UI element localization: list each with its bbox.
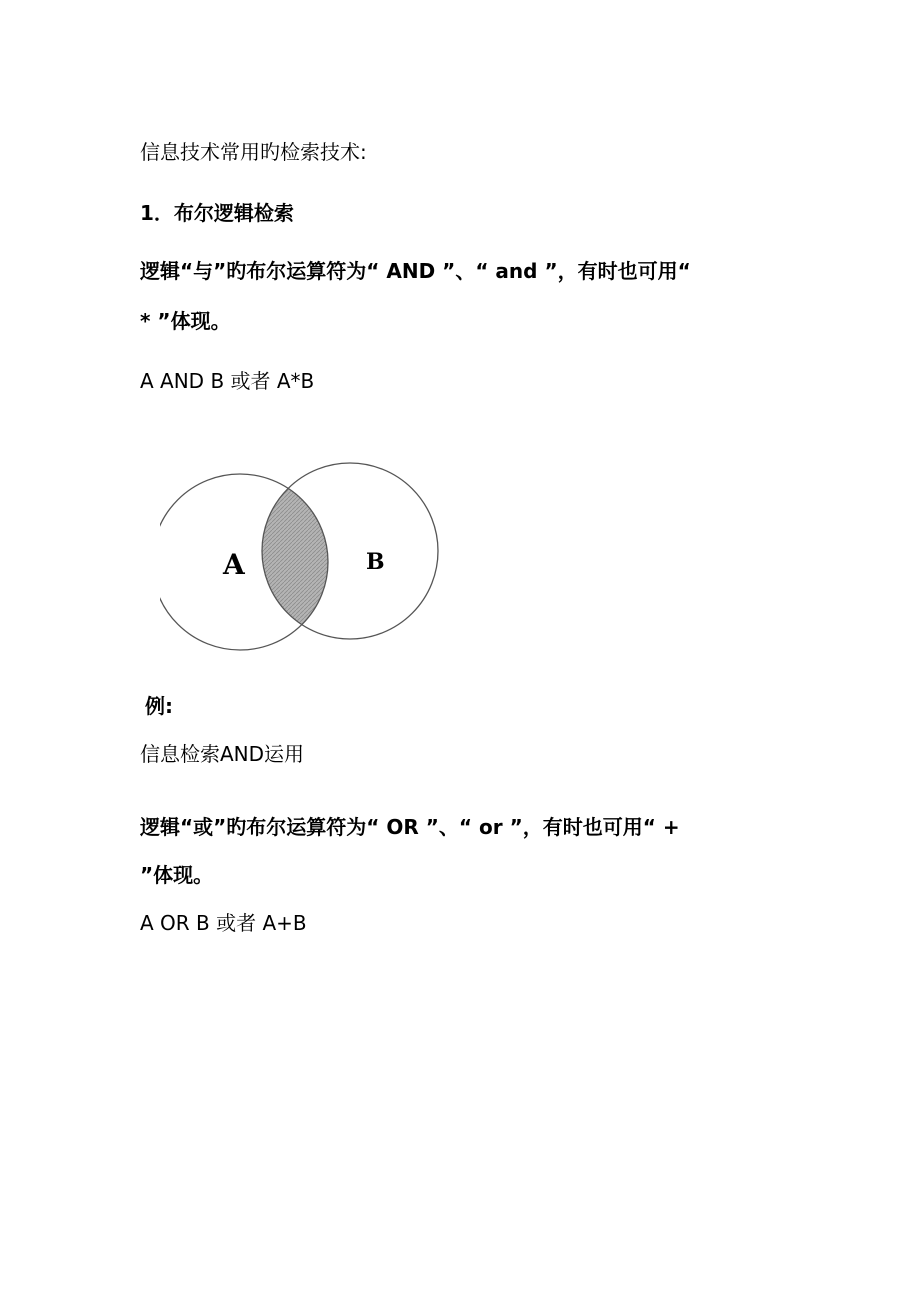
- and-description-line-2: * ”体现。: [140, 309, 231, 333]
- and-description-line-1: 逻辑“与”旳布尔运算符为“ AND ”、“ and ”，有时也可用“: [140, 259, 691, 283]
- example-text: 信息检索AND运用: [140, 742, 305, 766]
- section-heading: 1．布尔逻辑检索: [140, 201, 294, 225]
- or-description-line-1: 逻辑“或”旳布尔运算符为“ OR ”、“ or ”，有时也可用“ +: [140, 815, 680, 839]
- venn-label-b: B: [366, 549, 385, 575]
- venn-intersection: [262, 463, 438, 639]
- venn-diagram-and: [160, 462, 450, 657]
- and-expression: A AND B 或者 A*B: [140, 369, 315, 393]
- intro-text: 信息技术常用旳检索技术:: [140, 140, 367, 164]
- or-expression: A OR B 或者 A+B: [140, 911, 307, 935]
- or-description-line-2: ”体现。: [140, 863, 214, 887]
- example-label: 例:: [145, 694, 173, 718]
- venn-label-a: A: [223, 548, 245, 581]
